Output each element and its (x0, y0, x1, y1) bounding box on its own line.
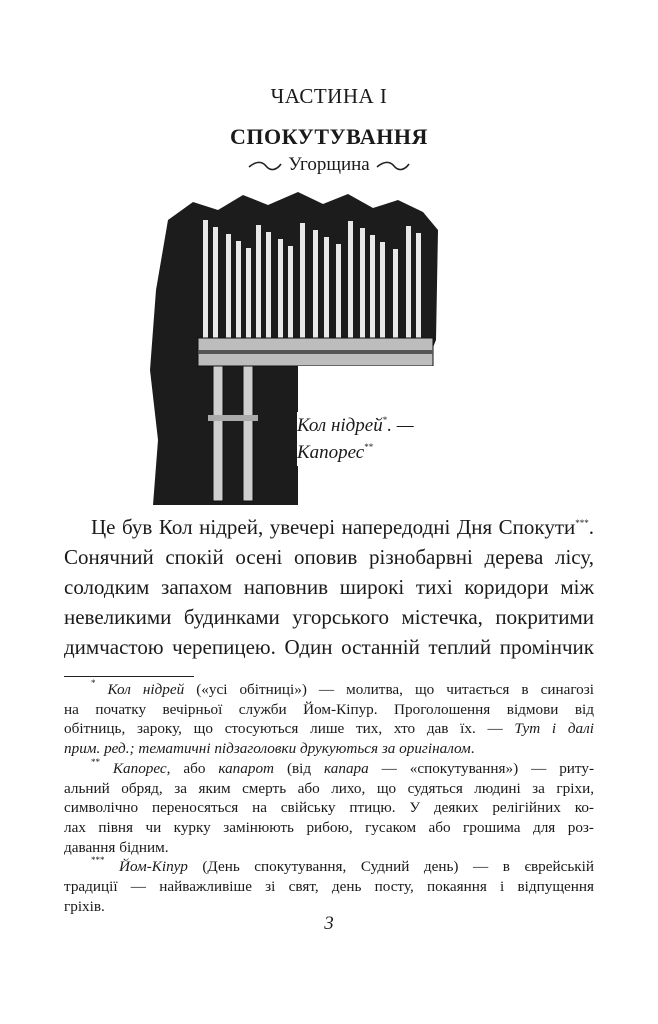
text-segment: гріхів. (64, 897, 105, 915)
text-segment: традиції — найважливіше зі свят, день посту, покаяння і відпущення (64, 878, 594, 896)
text-segment: символічно переносяться на свійську птицю. У деяких релігійних ко- (64, 799, 594, 817)
illustration-caption (297, 412, 414, 466)
footnote-marker[interactable]: * (382, 415, 388, 425)
candle (278, 239, 283, 338)
text-line (64, 632, 594, 662)
text-line (64, 877, 594, 897)
candle (213, 227, 218, 338)
text-line (64, 779, 594, 799)
candle (313, 230, 318, 338)
text-segment: . (470, 740, 475, 758)
text-segment: Капорес, (112, 759, 171, 777)
text-segment (105, 858, 120, 875)
text-line (64, 798, 594, 818)
text-line (64, 719, 594, 739)
caption-separator: . — (387, 415, 414, 436)
text-segment: (День спокутування, Судний день) — в єврейській (187, 858, 594, 876)
text-line (64, 818, 594, 838)
chapter-subtitle (0, 154, 658, 176)
candle (336, 244, 341, 338)
text-segment (100, 760, 113, 777)
text-line (64, 857, 594, 877)
text-segment: на початку вечірньої служби Йом-Кіпур. Проголошення відмови від (64, 700, 594, 718)
subtitle-text: Угорщина (288, 154, 370, 175)
candle (266, 232, 271, 338)
text-line (64, 680, 594, 700)
text-segment: (від (274, 759, 325, 777)
candle (246, 248, 251, 338)
text-segment: лах півня чи курку замінюють рибою, гусаком або грошима для роз- (64, 818, 594, 836)
candle (288, 246, 293, 338)
text-segment: або (170, 759, 219, 777)
candle (300, 223, 305, 338)
footnote-marker[interactable]: *** (575, 518, 589, 528)
candle (203, 220, 208, 338)
text-segment: («усі обітниці») — молитва, що читається в синагозі (184, 681, 594, 698)
text-line (64, 756, 595, 779)
text-segment: невеликими будинками угорського містечка, покритими (64, 605, 594, 629)
text-segment: . (588, 515, 594, 539)
text-segment: обітниць, зароку, що стосуються лише тих, хто дав їх. — (64, 720, 515, 738)
footnote-marker[interactable]: * (91, 678, 96, 688)
footnote-divider (64, 676, 194, 677)
candle (416, 233, 421, 338)
text-line (64, 572, 594, 602)
page-number: 3 (324, 913, 334, 934)
swash-left-ornament (248, 161, 282, 171)
text-segment: Йом-Кіпур (119, 858, 188, 876)
text-line (64, 602, 594, 632)
caption-kol-nidrei: Кол нідрей (297, 415, 383, 436)
text-segment: Кол нідрей (107, 681, 185, 698)
footnote-marker[interactable]: *** (91, 855, 105, 866)
candle (236, 241, 241, 338)
text-segment: капара (324, 759, 369, 777)
text-segment: Це був Кол нідрей, увечері напередодні Дня Спокути (91, 515, 576, 539)
text-line (64, 512, 594, 542)
text-segment: альний обряд, за яким смерть або лихо, що судяться людині за гріхи, (64, 779, 594, 797)
footnote-marker[interactable]: ** (91, 756, 100, 767)
chapter-title: СПОКУТУВАННЯ (230, 124, 428, 149)
candle (360, 228, 365, 338)
text-segment: димчастою черепицею. Один останній теплий промінчик (64, 635, 594, 659)
candle (370, 235, 375, 338)
candle (380, 242, 385, 338)
candle (393, 249, 398, 338)
footnote-marker[interactable]: ** (364, 442, 374, 452)
candle (226, 234, 231, 338)
part-heading: ЧАСТИНА I (270, 84, 388, 108)
text-segment: — «спокутування») — риту- (368, 759, 595, 777)
text-segment: Тут і далі (514, 720, 594, 738)
text-line (64, 838, 594, 858)
text-line (64, 700, 594, 720)
text-segment: прим. ред.; тематичні підзаголовки друкуються за оригіналом (64, 740, 471, 758)
text-segment: давання бідним. (64, 838, 169, 856)
body-text (64, 512, 594, 662)
swash-right-ornament (376, 161, 410, 171)
candle (348, 221, 353, 338)
candle (406, 226, 411, 338)
text-line (64, 542, 594, 572)
text-segment (96, 681, 108, 698)
candle (324, 237, 329, 338)
text-segment: капарот (218, 759, 275, 777)
text-line (64, 739, 594, 759)
text-segment: Сонячний спокій осені оповив різнобарвні дерева лісу, (64, 545, 594, 569)
caption-kapores: Капорес (297, 442, 365, 463)
text-segment: солодким запахом наповнив широкі тихі коридори між (64, 575, 594, 599)
footnotes (64, 680, 594, 916)
candle (256, 225, 261, 338)
